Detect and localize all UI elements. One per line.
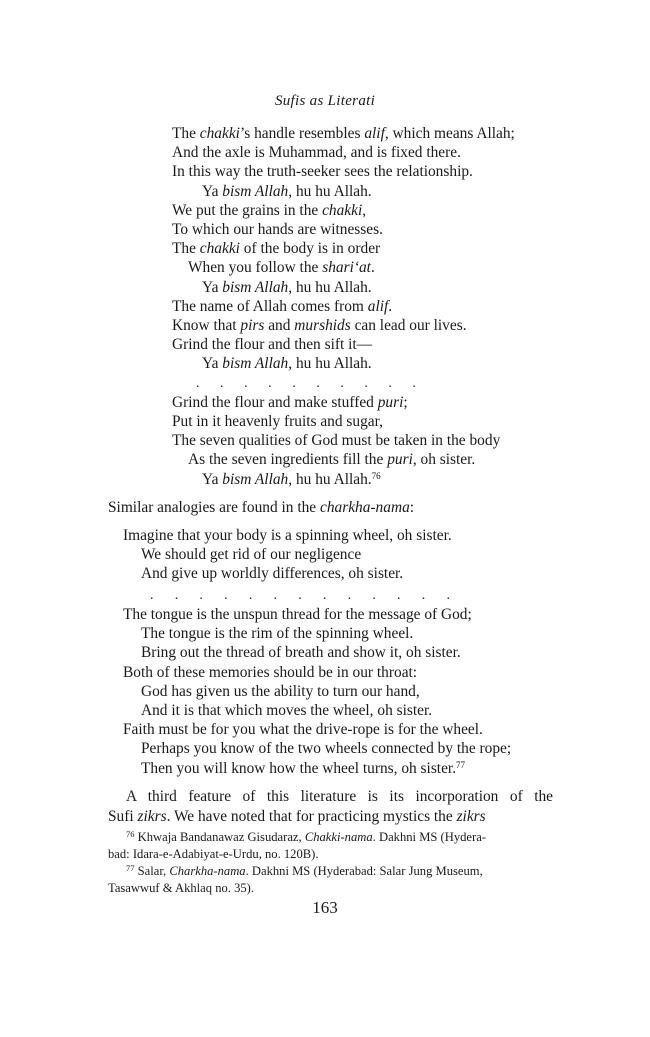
poem-line bbox=[123, 720, 563, 739]
poem-line bbox=[123, 643, 563, 662]
text-span: Bring out the thread of breath and show it, oh sister. bbox=[141, 644, 461, 662]
poem-line bbox=[172, 278, 592, 297]
ellipsis-dot: . bbox=[298, 588, 302, 603]
text-span: . Dakhni MS (Hyderabad: Salar Jung Museum, bbox=[245, 864, 483, 878]
ellipsis-dot: . bbox=[292, 375, 296, 391]
text-span: The seven qualities of God must be taken in the body bbox=[172, 432, 501, 450]
italic-term: chakki bbox=[322, 201, 363, 219]
ellipsis-dot: . bbox=[446, 588, 450, 603]
text-span: Sufi bbox=[108, 808, 138, 825]
text-span: can lead our lives. bbox=[350, 317, 467, 335]
poem-line bbox=[172, 335, 592, 354]
text-span: ’s handle resembles bbox=[239, 125, 365, 142]
italic-term: chakki bbox=[199, 240, 240, 258]
poem-line bbox=[172, 239, 592, 258]
poem-line bbox=[123, 739, 563, 758]
italic-title: Chakki-nama bbox=[304, 830, 373, 844]
poem-line bbox=[123, 624, 563, 643]
ellipsis-dot: . bbox=[248, 588, 253, 603]
footnote bbox=[108, 829, 553, 863]
poem-line bbox=[123, 663, 563, 682]
poem-line bbox=[172, 143, 592, 162]
text-span: The bbox=[172, 240, 200, 258]
text-span: We put the grains in the bbox=[172, 201, 323, 219]
text-span: And it is that which moves the wheel, oh sister. bbox=[141, 702, 433, 720]
poem-line bbox=[172, 393, 592, 412]
text-span: Imagine that your body is a spinning wheel, oh sister. bbox=[123, 527, 452, 544]
text-span: As the seven ingredients fill the bbox=[188, 451, 388, 469]
ellipsis-dot: . bbox=[196, 375, 200, 391]
footnote-marker: 76 bbox=[371, 470, 381, 481]
text-span: Ya bbox=[202, 355, 223, 373]
text-span: To which our hands are witnesses. bbox=[172, 221, 383, 239]
italic-term: puri bbox=[377, 393, 404, 411]
page-number: 163 bbox=[312, 898, 338, 917]
italic-term: zikrs bbox=[456, 808, 486, 825]
poem-line bbox=[123, 682, 563, 701]
text-span: Grind the flour and make stuffed bbox=[172, 393, 378, 411]
poem-line bbox=[172, 220, 592, 239]
poem-line bbox=[172, 450, 592, 469]
ellipsis-dot: . bbox=[421, 588, 426, 603]
ellipsis-dot: . bbox=[372, 588, 376, 603]
text-span: And give up worldly differences, oh sister. bbox=[141, 565, 404, 583]
text-span: In this way the truth-seeker sees the relationship. bbox=[172, 163, 473, 181]
ellipsis-dot: . bbox=[244, 375, 248, 391]
text-span: The name of Allah comes from bbox=[172, 297, 368, 315]
text-span: The tongue is the rim of the spinning wheel. bbox=[141, 625, 414, 643]
poem-line bbox=[172, 201, 592, 220]
poem-line bbox=[172, 470, 592, 489]
ellipsis-dot: . bbox=[347, 588, 352, 603]
ellipsis-dot: . bbox=[150, 588, 154, 603]
footnote-continuation: bad: Idara-e-Adabiyat-e-Urdu, no. 120B). bbox=[108, 847, 319, 861]
chakki-nama-poem bbox=[172, 124, 592, 489]
text-span: Know that bbox=[172, 317, 241, 335]
poem-line bbox=[123, 701, 563, 720]
text-span: , hu hu Allah. bbox=[288, 278, 372, 296]
poem-line bbox=[172, 124, 592, 143]
poem-line bbox=[172, 354, 592, 373]
ellipsis-separator bbox=[150, 586, 450, 605]
text-span: Grind the flour and then sift it— bbox=[172, 336, 373, 354]
italic-term: pirs bbox=[240, 317, 265, 335]
ellipsis-separator bbox=[172, 374, 416, 393]
ellipsis-dot: . bbox=[397, 588, 401, 603]
poem-line bbox=[172, 162, 592, 181]
text-span: The bbox=[172, 125, 200, 142]
text-span: . We have noted that for practicing mystics the bbox=[166, 808, 457, 825]
italic-term: zikrs bbox=[137, 808, 167, 825]
italic-term: alif bbox=[367, 297, 389, 315]
text-span: Khwaja Bandanawaz Gisudaraz, bbox=[137, 830, 305, 844]
text-span: , hu hu Allah. bbox=[288, 470, 372, 488]
ellipsis-dot: . bbox=[412, 375, 416, 391]
italic-term: bism Allah bbox=[222, 278, 289, 296]
poem-line bbox=[123, 526, 563, 545]
poem-line bbox=[172, 412, 592, 431]
paragraph-line: A third feature of this literature is its incorporation of the bbox=[126, 788, 553, 805]
ellipsis-dot: . bbox=[224, 588, 228, 603]
text-span: , which means Allah; bbox=[384, 125, 515, 142]
text-span: Faith must be for you what the drive-rope is for the wheel. bbox=[123, 721, 483, 739]
ellipsis-dot: . bbox=[220, 375, 224, 391]
italic-term: murshids bbox=[294, 317, 351, 335]
text-span: Salar, bbox=[137, 864, 170, 878]
ellipsis-dot: . bbox=[174, 588, 179, 603]
footnote bbox=[108, 863, 553, 897]
text-span: and bbox=[264, 317, 295, 335]
ellipsis-dot: . bbox=[273, 588, 278, 603]
italic-term: bism Allah bbox=[222, 182, 289, 200]
italic-term: alif bbox=[364, 125, 385, 142]
charkha-nama-poem-part2 bbox=[123, 605, 563, 778]
ellipsis-dot: . bbox=[199, 588, 203, 603]
text-span: When you follow the bbox=[188, 259, 323, 277]
text-span: Ya bbox=[202, 278, 223, 296]
intro-colon: : bbox=[409, 499, 415, 516]
italic-term: shari‘at bbox=[322, 259, 371, 277]
poem-stanza-group bbox=[172, 393, 592, 489]
ellipsis-dot: . bbox=[268, 375, 272, 391]
text-span: The tongue is the unspun thread for the message of God; bbox=[123, 606, 472, 623]
text-span: Ya bbox=[202, 182, 223, 200]
poem-line bbox=[172, 431, 592, 450]
poem-line bbox=[172, 182, 592, 201]
text-span: , hu hu Allah. bbox=[288, 355, 372, 373]
poem-line bbox=[172, 258, 592, 277]
footnote-number: 76 bbox=[126, 829, 135, 839]
footnotes bbox=[108, 829, 553, 897]
footnote-marker: 77 bbox=[456, 759, 466, 770]
text-span: God has given us the ability to turn our hand, bbox=[141, 682, 420, 700]
body-paragraph bbox=[108, 787, 553, 827]
text-span: , oh sister. bbox=[412, 451, 476, 469]
text-span: Perhaps you know of the two wheels connected by the rope; bbox=[141, 740, 512, 758]
footnote-continuation: Tasawwuf & Akhlaq no. 35). bbox=[108, 881, 255, 895]
text-span: . Dakhni MS (Hydera- bbox=[372, 830, 486, 844]
italic-term: puri bbox=[387, 451, 413, 469]
text-span: . bbox=[370, 259, 375, 277]
poem-line bbox=[123, 564, 563, 583]
text-span: And the axle is Muhammad, and is fixed there. bbox=[172, 144, 461, 162]
text-span: ; bbox=[403, 393, 408, 411]
intro-title: charkha-nama bbox=[320, 499, 410, 516]
poem-line bbox=[172, 316, 592, 335]
ellipsis-dot: . bbox=[364, 375, 368, 391]
text-span: , bbox=[362, 201, 367, 219]
text-span: . bbox=[388, 297, 393, 315]
charkha-nama-poem-part1 bbox=[123, 526, 563, 584]
running-head: Sufis as Literati bbox=[274, 93, 376, 109]
poem-line bbox=[123, 545, 563, 564]
ellipsis-dot: . bbox=[340, 375, 344, 391]
italic-term: bism Allah bbox=[222, 470, 289, 488]
ellipsis-dot: . bbox=[316, 375, 320, 391]
italic-title: Charkha-nama bbox=[169, 864, 246, 878]
text-span: , hu hu Allah. bbox=[288, 182, 372, 200]
footnote-number: 77 bbox=[126, 863, 135, 873]
ellipsis-dot: . bbox=[322, 588, 327, 603]
text-span: Then you will know how the wheel turns, oh sister. bbox=[141, 759, 457, 777]
text-span: of the body is in order bbox=[239, 240, 381, 258]
italic-term: chakki bbox=[199, 125, 240, 142]
text-span: Put in it heavenly fruits and sugar, bbox=[172, 413, 383, 431]
text-span: Ya bbox=[202, 470, 223, 488]
poem-line bbox=[123, 605, 563, 624]
italic-term: bism Allah bbox=[222, 355, 289, 373]
text-span: Both of these memories should be in our throat: bbox=[123, 663, 418, 681]
paragraph-line bbox=[108, 808, 486, 825]
poem-stanza-group bbox=[172, 124, 592, 374]
poem-line bbox=[172, 297, 592, 316]
ellipsis-dot: . bbox=[388, 375, 392, 391]
poem-line bbox=[123, 759, 563, 778]
intro-sentence bbox=[108, 498, 414, 517]
text-span: We should get rid of our negligence bbox=[141, 546, 362, 564]
intro-text: Similar analogies are found in the bbox=[108, 499, 320, 516]
